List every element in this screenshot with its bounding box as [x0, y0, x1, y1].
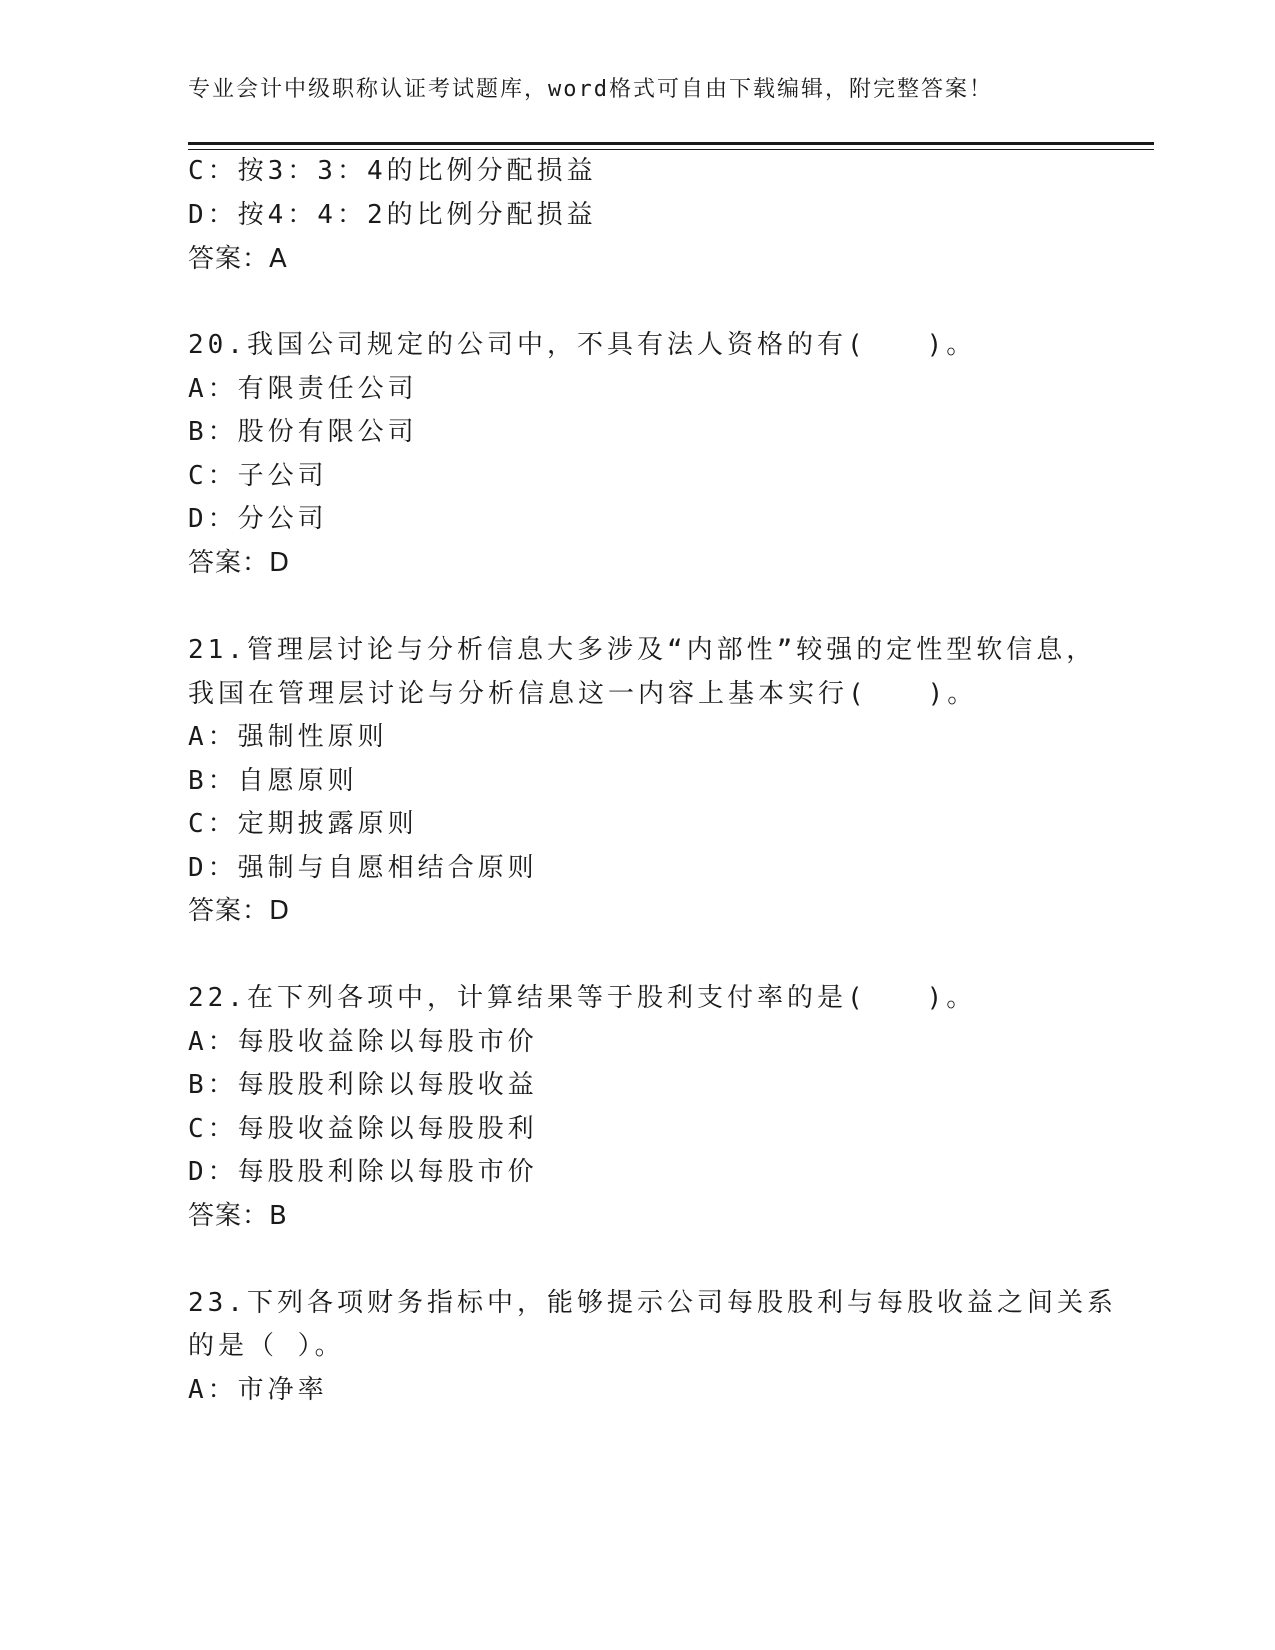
q19-answer: 答案：A	[188, 244, 288, 274]
q22-option-c: C：每股收益除以每股股利	[188, 1114, 538, 1144]
q23-stem-line1: 23.下列各项财务指标中，能够提示公司每股股利与每股收益之间关系	[188, 1288, 1117, 1318]
q20-option-d: D：分公司	[188, 504, 328, 534]
q19-option-c: C：按3：3：4的比例分配损益	[188, 156, 597, 186]
page-header: 专业会计中级职称认证考试题库，word格式可自由下载编辑，附完整答案！	[188, 77, 993, 102]
q23-option-a: A：市净率	[188, 1375, 328, 1405]
q21-option-b: B：自愿原则	[188, 766, 358, 796]
q21-option-a: A：强制性原则	[188, 722, 388, 752]
q20-answer: 答案：D	[188, 548, 291, 578]
q22-answer: 答案：B	[188, 1201, 288, 1231]
q21-stem-line2: 我国在管理层讨论与分析信息这一内容上基本实行( )。	[188, 679, 978, 709]
q19-option-d: D：按4：4：2的比例分配损益	[188, 200, 597, 230]
header-divider-thin	[188, 149, 1154, 150]
header-divider-thick	[188, 142, 1154, 145]
q20-option-c: C：子公司	[188, 461, 328, 491]
q20-stem: 20.我国公司规定的公司中，不具有法人资格的有( )。	[188, 330, 977, 360]
q21-answer: 答案：D	[188, 896, 291, 926]
q22-option-a: A：每股收益除以每股市价	[188, 1027, 538, 1057]
q20-option-b: B：股份有限公司	[188, 417, 418, 447]
q22-option-d: D：每股股利除以每股市价	[188, 1157, 538, 1187]
q23-stem-line2: 的是（ ）。	[188, 1331, 345, 1361]
q21-stem-line1: 21.管理层讨论与分析信息大多涉及“内部性”较强的定性型软信息，	[188, 635, 1097, 665]
q21-option-d: D：强制与自愿相结合原则	[188, 853, 538, 883]
q21-option-c: C：定期披露原则	[188, 809, 418, 839]
q22-stem: 22.在下列各项中，计算结果等于股利支付率的是( )。	[188, 983, 977, 1013]
q22-option-b: B：每股股利除以每股收益	[188, 1070, 538, 1100]
q20-option-a: A：有限责任公司	[188, 374, 418, 404]
